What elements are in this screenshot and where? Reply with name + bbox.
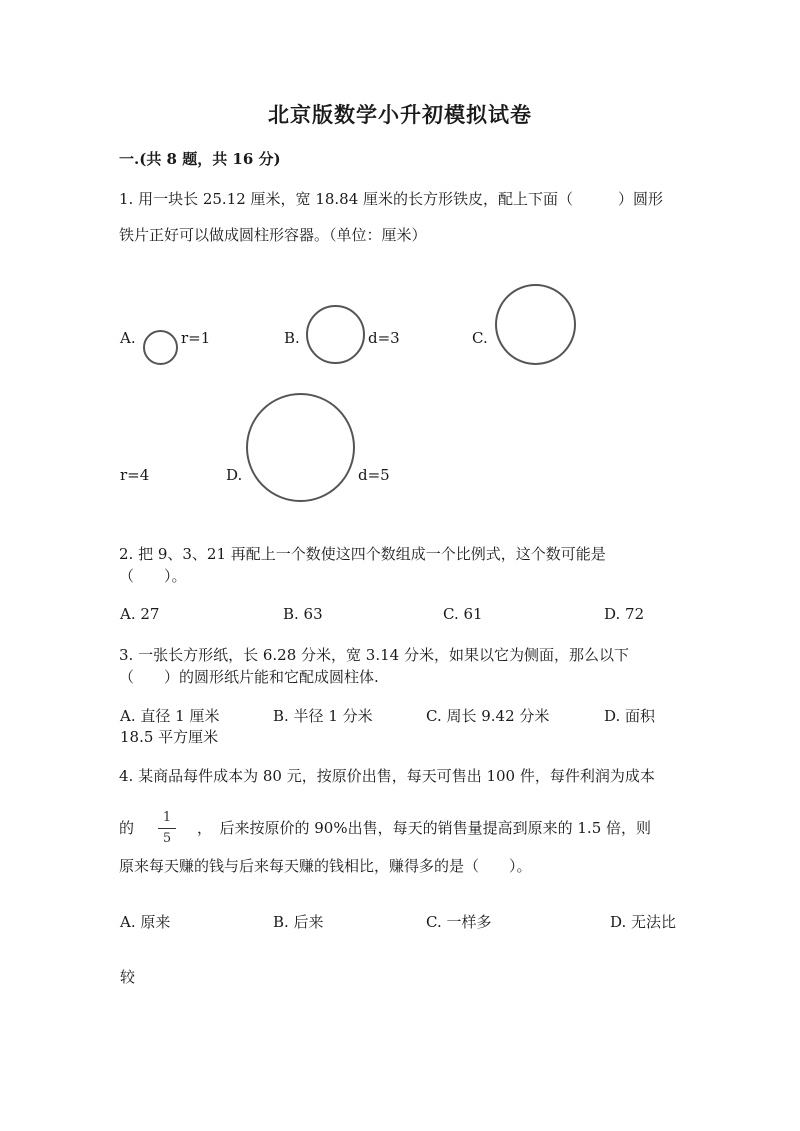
q4-option-d[interactable]: D. 无法比 [610,913,677,931]
q2-option-b[interactable]: B. 63 [283,605,323,623]
question-1-line-2: 铁片正好可以做成圆柱形容器。（单位：厘米） [119,226,427,244]
q4-option-b[interactable]: B. 后来 [273,913,324,931]
q1-option-d-label[interactable]: D. [226,466,243,484]
q1-option-a-circle [143,330,178,365]
q1-option-c-value: r=4 [120,466,150,484]
q2-option-d[interactable]: D. 72 [604,605,645,623]
fraction-numerator: 1 [162,810,172,825]
section-heading: 一.(共 8 题，共 16 分) [119,150,281,168]
q3-option-d[interactable]: D. 面积 [604,707,656,725]
question-2-line-2: （ ）。 [119,567,187,585]
fraction-denominator: 5 [162,831,172,846]
q3-option-c[interactable]: C. 周长 9.42 分米 [426,707,550,725]
q1-option-d-value: d=5 [358,466,390,484]
question-4-line-3: 原来每天赚的钱与后来每天赚的钱相比，赚得多的是（ ）。 [119,857,532,875]
q3-option-b[interactable]: B. 半径 1 分米 [273,707,373,725]
q2-option-a[interactable]: A. 27 [120,605,160,623]
q4-option-d-continued: 较 [120,968,136,986]
q3-option-d-continued: 18.5 平方厘米 [120,728,219,746]
q1-option-b-label[interactable]: B. [284,329,300,347]
q1-option-c-label[interactable]: C. [472,329,488,347]
fraction-bar [158,828,176,829]
question-3-line-1: 3. 一张长方形纸，长 6.28 分米，宽 3.14 分米，如果以它为侧面，那么以下 [119,646,629,664]
q1-option-a-label[interactable]: A. [120,329,136,347]
page-title: 北京版数学小升初模拟试卷 [268,102,532,127]
q1-option-a-value: r=1 [181,329,211,347]
q4-option-c[interactable]: C. 一样多 [426,913,492,931]
q1-option-d-circle [246,393,355,502]
q4-option-a[interactable]: A. 原来 [120,913,171,931]
question-4-line-2-suffix: ， 后来按原价的 90%出售，每天的销售量提高到原来的 1.5 倍，则 [197,819,652,837]
q1-option-c-circle [495,284,576,365]
question-4-line-2-prefix: 的 [119,819,135,837]
q3-option-a[interactable]: A. 直径 1 厘米 [120,707,220,725]
q2-option-c[interactable]: C. 61 [443,605,483,623]
question-4-line-1: 4. 某商品每件成本为 80 元，按原价出售，每天可售出 100 件，每件利润为成本 [119,767,655,785]
question-3-line-2: （ ）的圆形纸片能和它配成圆柱体. [119,668,379,686]
q1-option-b-value: d=3 [368,329,400,347]
fraction-one-fifth [158,810,176,847]
q1-option-b-circle [306,305,365,364]
question-2-line-1: 2. 把 9、3、21 再配上一个数使这四个数组成一个比例式，这个数可能是 [119,545,606,563]
question-1-line-1: 1. 用一块长 25.12 厘米，宽 18.84 厘米的长方形铁皮，配上下面（ ）圆形 [119,190,664,208]
